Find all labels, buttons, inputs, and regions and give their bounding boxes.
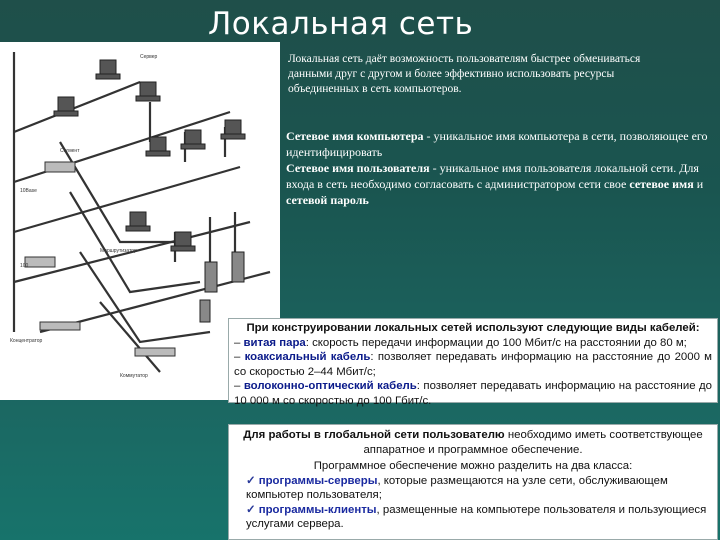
check-icon: ✓ (246, 503, 259, 516)
servers-desc: , которые размещаются на узле сети, обслуживающем компьютер пользователя; (246, 474, 668, 501)
software-classes: Программное обеспечение можно разделить на два класса: (313, 460, 633, 472)
global-intro-rest: необходимо иметь соответствующее аппаратное и программное обеспечение. (363, 429, 703, 456)
conj-and: и (693, 177, 704, 191)
servers-term: программы-серверы (258, 474, 378, 487)
term-network-password: сетевой пароль (286, 193, 369, 207)
slide-title: Локальная сеть (208, 6, 474, 42)
cable-dash: – (234, 336, 244, 349)
global-network-box (228, 424, 718, 540)
svg-text:Концентратор: Концентратор (10, 338, 43, 344)
software-clients (236, 503, 710, 532)
cable-desc: : позволяет передавать информацию на расстояние до 10 000 м со скоростью до 100 Гбит/с. (234, 380, 712, 407)
global-intro-bold: Для работы в глобальной сети пользователю (243, 429, 505, 441)
cable-term: волоконно-оптический кабель (243, 380, 417, 392)
cable-term: коаксиальный кабель (244, 351, 371, 363)
global-intro (236, 428, 710, 457)
term-network-name: сетевое имя (629, 177, 694, 191)
cables-header: При конструировании локальных сетей используют следующие виды кабелей: (246, 322, 700, 334)
term-computer-name: Сетевое имя компьютера (286, 129, 424, 143)
cable-desc: : скорость передачи информации до 100 Мбит/с на расстоянии до 80 м; (305, 336, 687, 349)
svg-text:10Base: 10Base (20, 188, 37, 194)
software-servers (236, 474, 710, 503)
svg-text:100: 100 (20, 263, 29, 269)
cable-fiber (234, 379, 712, 408)
def-computer-name: - уникальное имя компьютера в сети, позволяющее его идентифицировать (286, 129, 708, 159)
cable-coaxial (234, 350, 712, 379)
cable-twisted-pair (234, 336, 712, 351)
cables-box (228, 318, 718, 407)
svg-text:Сегмент: Сегмент (60, 148, 80, 154)
cable-dash: – (234, 380, 244, 392)
svg-text:Сервер: Сервер (140, 54, 158, 60)
svg-text:Маршрутизатор: Маршрутизатор (100, 248, 137, 254)
term-user-name: Сетевое имя пользователя (286, 161, 430, 175)
definitions (286, 128, 716, 208)
def-user-name: - уникальное имя пользователя локальной сети. Для входа в сеть необходимо согласовать с администратором сети свое (286, 161, 699, 191)
cable-term: витая пара (243, 336, 306, 349)
clients-desc: , размещенные на компьютере пользователя и пользующиеся услугами сервера. (246, 503, 707, 530)
svg-text:Коммутатор: Коммутатор (120, 373, 148, 379)
clients-term: программы-клиенты (258, 503, 377, 516)
intro-text: Локальная сеть даёт возможность пользователям быстрее обмениваться данными друг с другом и более эффективно использовать ресурсы объединенных в сеть компьютеров. (288, 53, 641, 95)
check-icon: ✓ (246, 474, 259, 487)
cable-desc: : позволяет передавать информацию на расстояние до 2000 м со скоростью 2–44 Мбит/с; (234, 351, 712, 378)
cable-dash: – (234, 351, 245, 363)
